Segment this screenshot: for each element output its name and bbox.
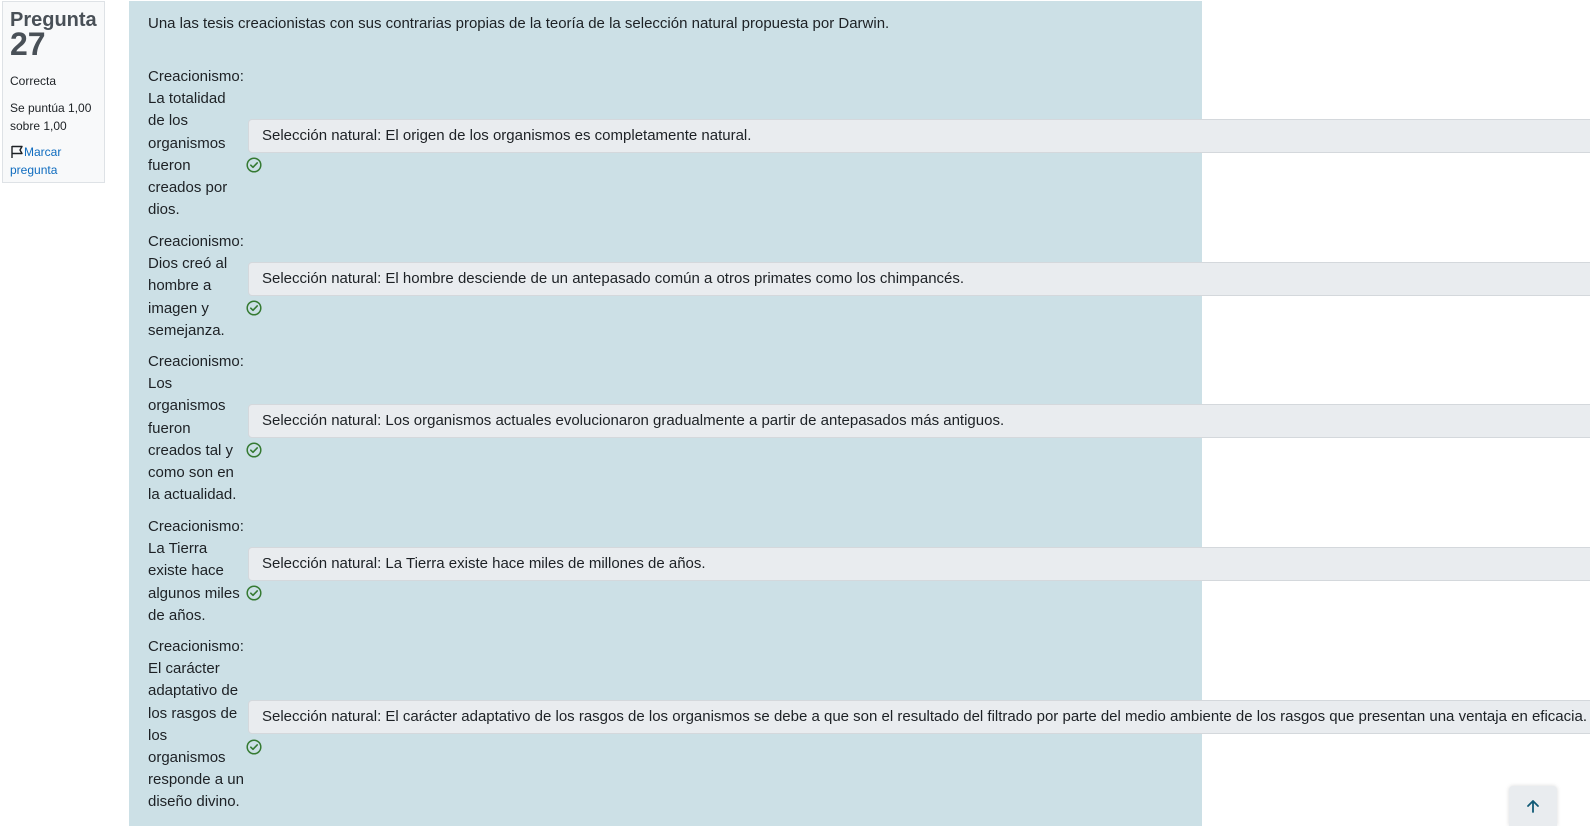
thesis-line: la actualidad. — [148, 486, 237, 504]
thesis-line: de años. — [148, 606, 206, 624]
creationism-thesis — [148, 516, 244, 627]
answer-select[interactable]: Selección natural: El hombre desciende de un antepasado común a otros primates como los chimpancés. — [248, 262, 1590, 296]
thesis-line: Creacionismo: — [148, 518, 244, 535]
flag-question-label: Marcar pregunta — [10, 145, 62, 177]
question-text: Una las tesis creacionistas con sus contrarias propias de la teoría de la selección natural propuesta por Darwin. — [148, 15, 890, 32]
question-state: Correcta — [10, 74, 57, 88]
thesis-line: creados tal y — [148, 441, 234, 459]
thesis-line: El carácter — [148, 660, 220, 678]
creationism-thesis — [148, 351, 244, 506]
question-grade: Se puntúa 1,00 sobre 1,00 — [10, 101, 92, 133]
thesis-line: existe hace — [148, 562, 224, 580]
answer-select[interactable]: Selección natural: El carácter adaptativo de los rasgos de los organismos se debe a que son el resultado del filtrado por parte del medio ambiente de los rasgos que presentan una ventaja en eficacia. — [248, 700, 1590, 734]
thesis-line: Creacionismo: — [148, 638, 244, 655]
thesis-line: Creacionismo: — [148, 233, 244, 250]
thesis-line: los — [148, 726, 168, 744]
thesis-line: fueron — [148, 156, 191, 174]
thesis-line: organismos — [148, 134, 226, 152]
arrow-up-icon — [1525, 798, 1541, 814]
creationism-thesis — [148, 636, 244, 814]
answer-select[interactable]: Selección natural: El origen de los organismos es completamente natural. — [248, 119, 1590, 153]
thesis-line: Creacionismo: — [148, 353, 244, 370]
answer-select[interactable]: Selección natural: Los organismos actuales evolucionaron gradualmente a partir de antepasados más antiguos. — [248, 404, 1590, 438]
thesis-line: responde a un — [148, 771, 244, 789]
thesis-line: de los — [148, 112, 189, 130]
thesis-line: semejanza. — [148, 321, 225, 339]
thesis-line: La totalidad — [148, 90, 226, 108]
question-label: Pregunta — [10, 9, 97, 31]
thesis-line: dios. — [148, 201, 180, 219]
check-circle-icon — [246, 739, 262, 755]
thesis-line: hombre a — [148, 277, 212, 295]
thesis-line: imagen y — [148, 299, 209, 317]
answer-select[interactable]: Selección natural: La Tierra existe hace miles de millones de años. — [248, 547, 1590, 581]
thesis-line: Dios creó al — [148, 255, 228, 273]
thesis-line: Los — [148, 375, 173, 393]
back-to-top-button[interactable] — [1509, 786, 1557, 826]
flag-icon — [10, 145, 24, 159]
thesis-line: diseño divino. — [148, 793, 240, 811]
creationism-thesis — [148, 66, 244, 221]
thesis-line: algunos miles — [148, 584, 240, 602]
thesis-line: los rasgos de — [148, 704, 238, 722]
thesis-line: adaptativo de — [148, 682, 239, 700]
thesis-line: creados por — [148, 179, 228, 197]
flag-question-link[interactable] — [10, 143, 100, 179]
check-circle-icon — [246, 585, 262, 601]
thesis-line: organismos — [148, 749, 226, 767]
thesis-line: Creacionismo: — [148, 68, 244, 85]
question-number: 27 — [10, 26, 46, 62]
thesis-line: como son en — [148, 464, 234, 482]
check-circle-icon — [246, 300, 262, 316]
thesis-line: La Tierra — [148, 540, 208, 558]
check-circle-icon — [246, 442, 262, 458]
thesis-line: fueron — [148, 419, 191, 437]
question-info-panel — [2, 1, 105, 183]
check-circle-icon — [246, 157, 262, 173]
thesis-line: organismos — [148, 397, 226, 415]
creationism-thesis — [148, 231, 244, 342]
